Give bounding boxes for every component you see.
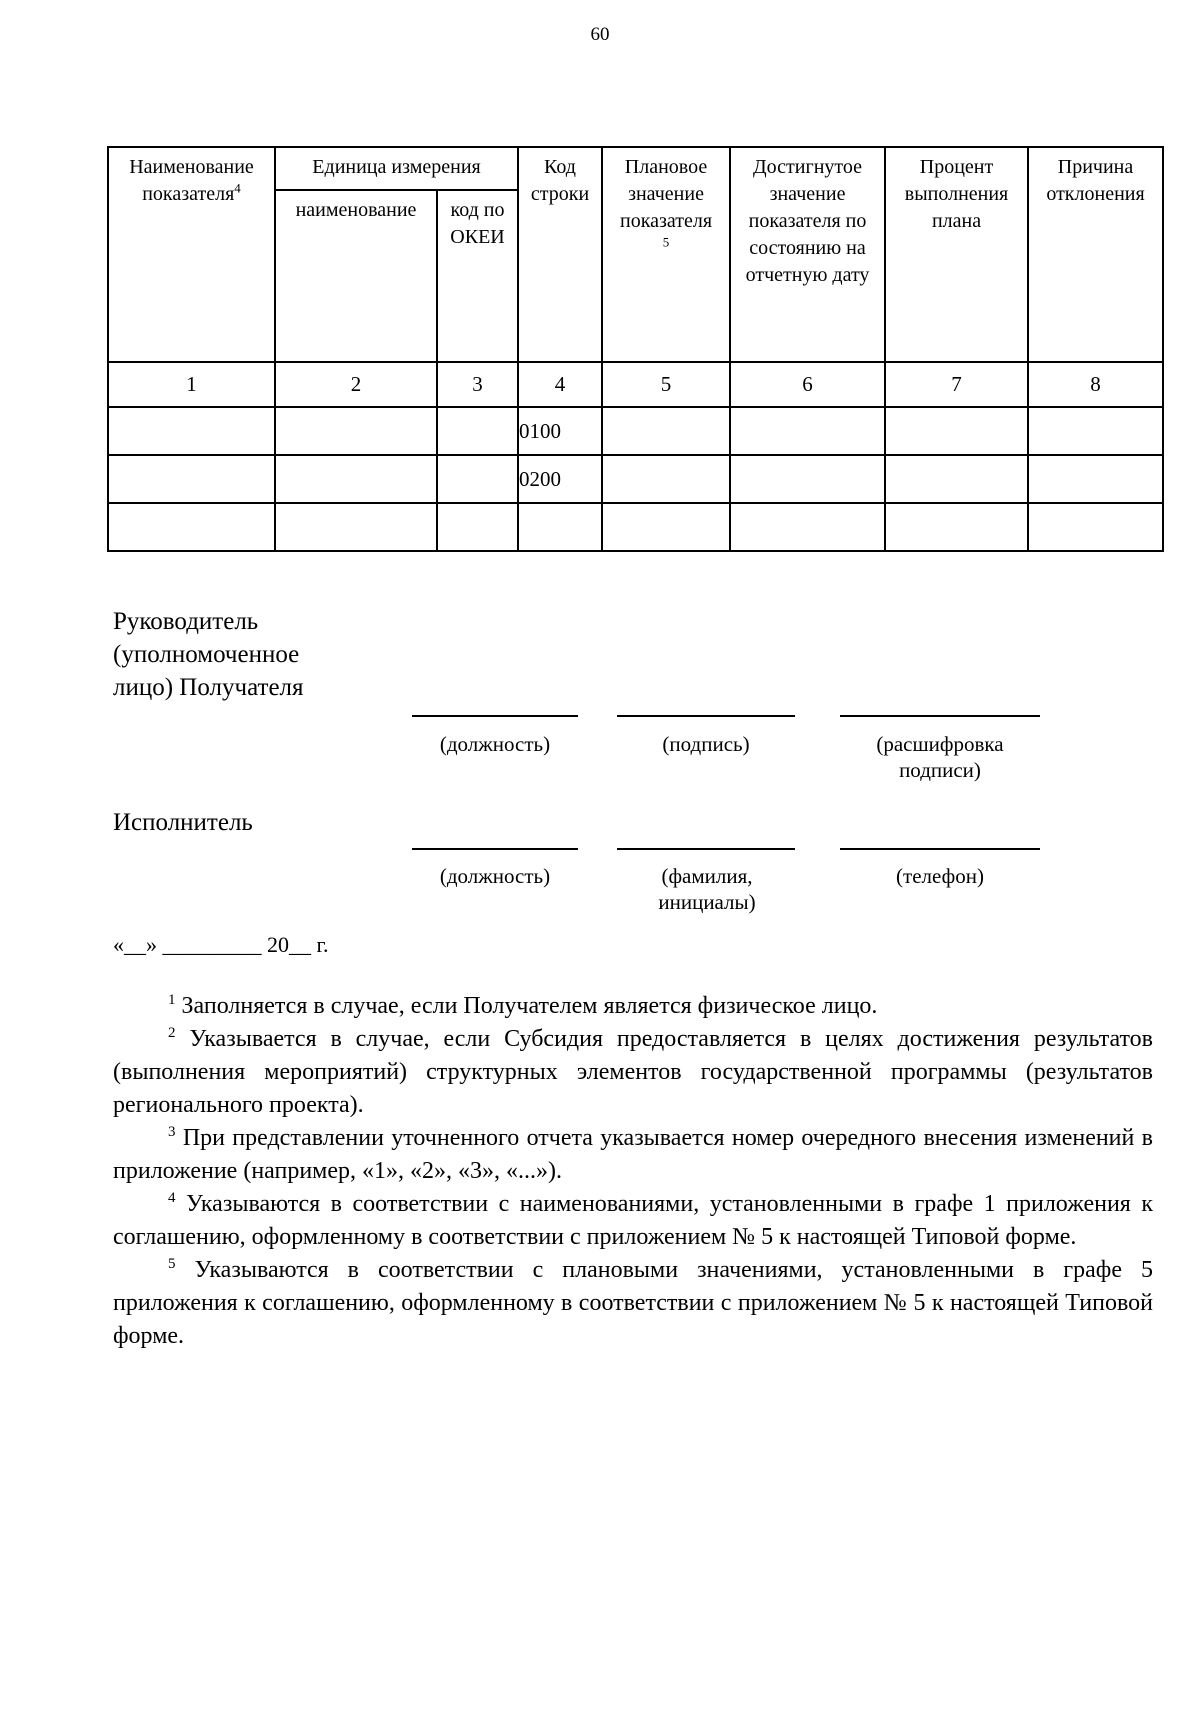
footnote-3 xyxy=(113,1122,1153,1188)
cell xyxy=(1028,503,1163,551)
column-number: 7 xyxy=(885,362,1028,407)
footnote-text: Указывается в случае, если Субсидия предоставляется в целях достижения результатов (выполнения мероприятий) структурных элементов государственной программы (результатов регионального проекта). xyxy=(113,1026,1154,1118)
header-percent-done: Процент выполнения плана xyxy=(885,147,1028,362)
cell xyxy=(602,407,730,455)
executor-label: Исполнитель xyxy=(113,809,253,836)
cell xyxy=(275,407,437,455)
cell xyxy=(1028,455,1163,503)
header-planned-value-text: Плановое значение показателя xyxy=(619,156,713,232)
cell xyxy=(730,455,885,503)
report-table xyxy=(107,146,1164,552)
header-achieved-value: Достигнутое значение показателя по состоянию на отчетную дату xyxy=(730,147,885,362)
column-number: 8 xyxy=(1028,362,1163,407)
cell xyxy=(437,503,518,551)
footnote-text: Заполняется в случае, если Получателем является физическое лицо. xyxy=(181,993,878,1019)
footnote-text: Указываются в соответствии с плановыми значениями, установленными в графе 5 приложения к соглашению, оформленному в соответствии с приложением № 5 к настоящей Типовой форме. xyxy=(113,1257,1153,1349)
header-planned-value xyxy=(602,147,730,362)
footnote-ref-4: 4 xyxy=(234,180,241,196)
header-unit-code: код по ОКЕИ xyxy=(437,190,518,362)
head-signature-caption: (подпись) xyxy=(662,732,750,756)
table-row xyxy=(108,407,1163,455)
date-line: «__» _________ 20__ г. xyxy=(113,932,329,957)
cell xyxy=(275,455,437,503)
cell xyxy=(730,407,885,455)
footnote-5 xyxy=(113,1254,1153,1353)
footnote-mark: 4 xyxy=(168,1190,176,1206)
cell xyxy=(602,503,730,551)
cell xyxy=(885,503,1028,551)
header-row-code: Код строки xyxy=(518,147,602,362)
executor-name-line xyxy=(617,848,795,850)
header-unit-name: наименование xyxy=(275,190,437,362)
executor-name-caption: (фамилия, инициалы) xyxy=(658,864,756,914)
column-number: 2 xyxy=(275,362,437,407)
column-number: 4 xyxy=(518,362,602,407)
header-deviation-reason: Причина отклонения xyxy=(1028,147,1163,362)
table-row xyxy=(108,455,1163,503)
column-number: 1 xyxy=(108,362,275,407)
cell xyxy=(108,407,275,455)
cell xyxy=(602,455,730,503)
cell xyxy=(108,503,275,551)
row-code-cell: 0200 xyxy=(518,455,602,503)
cell xyxy=(885,407,1028,455)
row-code-cell xyxy=(518,503,602,551)
footnote-mark: 1 xyxy=(168,992,176,1008)
footnotes xyxy=(113,990,1153,1353)
column-number-row xyxy=(108,362,1163,407)
head-position-caption: (должность) xyxy=(439,732,551,756)
executor-position-caption: (должность) xyxy=(439,864,551,888)
executor-phone-caption: (телефон) xyxy=(896,864,984,888)
header-unit: Единица измерения xyxy=(275,147,518,190)
head-position-line xyxy=(412,715,578,717)
head-signature-label: Руководитель (уполномоченное лицо) Получателя xyxy=(113,608,304,701)
cell xyxy=(1028,407,1163,455)
cell xyxy=(437,407,518,455)
head-decoding-line xyxy=(840,715,1040,717)
column-number: 6 xyxy=(730,362,885,407)
head-decoding-caption: (расшифровка подписи) xyxy=(876,732,1004,782)
executor-phone-line xyxy=(840,848,1040,850)
column-number: 5 xyxy=(602,362,730,407)
footnote-mark: 2 xyxy=(168,1025,176,1041)
column-number: 3 xyxy=(437,362,518,407)
footnote-2 xyxy=(113,1023,1153,1122)
footnote-4 xyxy=(113,1188,1153,1254)
footnote-1 xyxy=(113,990,1153,1023)
header-indicator-name xyxy=(108,147,275,362)
cell xyxy=(108,455,275,503)
cell xyxy=(437,455,518,503)
cell xyxy=(730,503,885,551)
cell xyxy=(275,503,437,551)
cell xyxy=(885,455,1028,503)
table-row xyxy=(108,503,1163,551)
footnote-mark: 3 xyxy=(168,1124,176,1140)
header-indicator-name-text: Наименование показателя xyxy=(129,156,254,205)
executor-position-line xyxy=(412,848,578,850)
footnote-mark: 5 xyxy=(168,1256,176,1272)
head-signature-line xyxy=(617,715,795,717)
page-number: 60 xyxy=(590,24,610,45)
footnote-ref-5: 5 xyxy=(662,234,670,250)
footnote-text: При представлении уточненного отчета указывается номер очередного внесения изменений в приложение (например, «1», «2», «3», «...»). xyxy=(113,1125,1154,1184)
footnote-text: Указываются в соответствии с наименованиями, установленными в графе 1 приложения к соглашению, оформленному в соответствии с приложением № 5 к настоящей Типовой форме. xyxy=(113,1191,1153,1250)
row-code-cell: 0100 xyxy=(518,407,602,455)
